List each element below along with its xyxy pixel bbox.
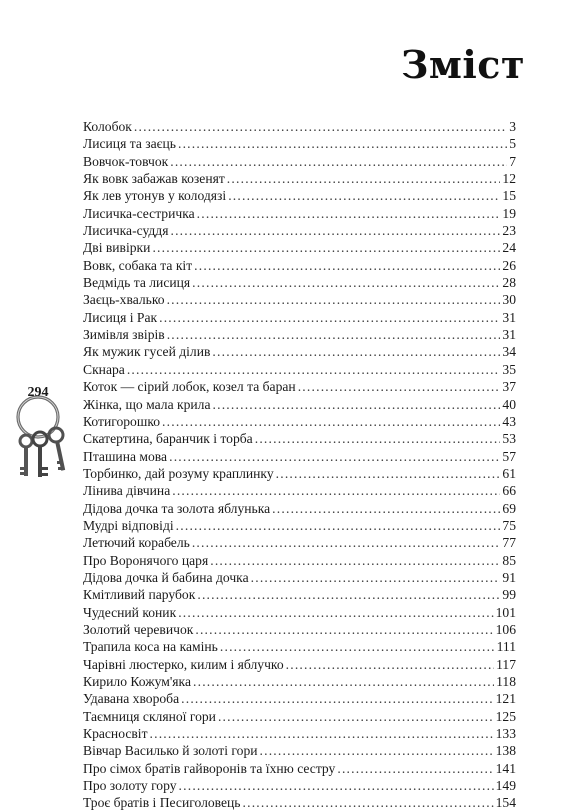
toc-entry — [83, 604, 516, 621]
toc-leader-dots — [162, 413, 500, 430]
toc-entry-title: Таємниця скляної гори — [83, 708, 216, 724]
toc-entry — [83, 638, 516, 655]
toc-entry-page: 66 — [502, 483, 516, 499]
page-number-badge — [12, 381, 124, 491]
toc-leader-dots — [195, 621, 493, 638]
toc-entry-title: Дві вивірки — [83, 240, 151, 256]
toc-entry-page: 118 — [496, 674, 516, 689]
toc-entry — [83, 621, 516, 638]
toc-entry — [83, 465, 516, 482]
toc-entry — [83, 552, 516, 569]
toc-leader-dots — [260, 742, 494, 759]
toc-leader-dots — [286, 656, 494, 673]
toc-leader-dots — [243, 794, 494, 811]
toc-entry — [83, 430, 516, 447]
toc-entry-page: 5 — [509, 136, 516, 152]
toc-entry-page: 37 — [502, 379, 516, 395]
toc-leader-dots — [193, 673, 494, 690]
toc-entry — [83, 656, 516, 673]
toc-leader-dots — [169, 448, 500, 465]
toc-entry-title: Ведмідь та лисиця — [83, 275, 191, 291]
toc-leader-dots — [218, 708, 494, 725]
toc-entry-title: Коток — сірий лобок, козел та баран — [83, 379, 296, 395]
toc-entry — [83, 448, 516, 465]
toc-entry — [83, 760, 516, 777]
toc-entry-page: 69 — [502, 500, 516, 516]
toc-entry-title: Чудесний коник — [83, 604, 177, 620]
toc-entry-page: 111 — [496, 639, 516, 655]
toc-entry — [83, 291, 516, 308]
toc-leader-dots — [228, 187, 500, 204]
toc-entry-title: Кирило Кожум'яка — [83, 674, 191, 689]
toc-entry-page: 40 — [502, 396, 516, 412]
toc-entry-title: Вівчар Василько й золоті гори — [83, 743, 258, 759]
toc-leader-dots — [178, 135, 507, 152]
toc-entry — [83, 378, 516, 395]
toc-entry-title: Вовчок-товчок — [83, 153, 169, 169]
toc-entry-title: Вовк, собака та кіт — [83, 257, 193, 273]
toc-entry-title: Лисичка-суддя — [83, 223, 169, 239]
toc-entry-page: 12 — [502, 171, 516, 187]
toc-entry — [83, 361, 516, 378]
toc-entry-title: Про золоту гору — [83, 778, 177, 794]
toc-entry-page: 99 — [502, 587, 516, 603]
toc-entry-title: Лисичка-сестричка — [83, 205, 195, 221]
toc-entry-page: 15 — [502, 188, 516, 204]
toc-entry-title: Трапила коса на камінь — [83, 639, 218, 655]
toc-entry-page: 57 — [502, 448, 516, 464]
toc-leader-dots — [170, 222, 500, 239]
toc-leader-dots — [176, 517, 501, 534]
toc-leader-dots — [212, 343, 500, 360]
toc-entry — [83, 239, 516, 256]
toc-leader-dots — [167, 326, 501, 343]
toc-leader-dots — [213, 396, 501, 413]
toc-entry-page: 43 — [502, 413, 516, 429]
toc-entry-title: Як лев утонув у колодязі — [83, 188, 227, 204]
toc-leader-dots — [255, 430, 501, 447]
toc-entry — [83, 326, 516, 343]
toc-entry-title: Летючий корабель — [83, 535, 190, 551]
toc-leader-dots — [251, 569, 501, 586]
toc-entry-title: Торбинко, дай розуму краплинку — [83, 465, 274, 481]
toc-entry-page: 85 — [502, 552, 516, 568]
toc-entry — [83, 257, 516, 274]
toc-leader-dots — [159, 309, 500, 326]
toc-entry-title: Про сімох братів гайворонів та їхню сестру — [83, 760, 336, 776]
toc-entry-page: 26 — [502, 257, 516, 273]
toc-entry-page: 7 — [509, 153, 516, 169]
toc-entry — [83, 222, 516, 239]
toc-entry-page: 117 — [496, 656, 516, 672]
toc-entry — [83, 690, 516, 707]
toc-entry-page: 35 — [502, 361, 516, 377]
toc-entry-page: 149 — [495, 778, 516, 794]
toc-leader-dots — [152, 239, 500, 256]
toc-entry — [83, 205, 516, 222]
toc-entry — [83, 500, 516, 517]
toc-entry-title: Мудрі відповіді — [83, 517, 174, 533]
toc-entry-title: Кмітливий парубок — [83, 587, 196, 603]
toc-entry-page: 77 — [502, 535, 516, 551]
toc-entry-page: 53 — [502, 431, 516, 447]
toc-entry-title: Котигорошко — [83, 413, 161, 429]
toc-entry-page: 133 — [495, 726, 516, 742]
toc-entry-title: Жінка, що мала крила — [83, 396, 211, 412]
toc-leader-dots — [178, 604, 493, 621]
toc-entry-title: Лисиця і Рак — [83, 309, 158, 325]
toc-leader-dots — [181, 690, 493, 707]
toc-entry-title: Як вовк забажав козенят — [83, 171, 225, 187]
toc-entry — [83, 742, 516, 759]
toc-entry-title: Про Воронячого царя — [83, 552, 209, 568]
toc-leader-dots — [170, 153, 507, 170]
toc-leader-dots — [194, 257, 500, 274]
toc-leader-dots — [210, 552, 500, 569]
toc-entry-page: 101 — [495, 604, 516, 620]
toc-leader-dots — [197, 586, 500, 603]
toc-entry-page: 121 — [495, 691, 516, 707]
toc-entry-page: 23 — [502, 223, 516, 239]
toc-entry-title: Дідова дочка та золота яблунька — [83, 500, 271, 516]
toc-entry — [83, 309, 516, 326]
toc-entry — [83, 673, 516, 690]
toc-leader-dots — [192, 534, 501, 551]
toc-leader-dots — [127, 361, 501, 378]
page-number: 294 — [27, 385, 49, 400]
toc-entry-title: Золотий черевичок — [83, 621, 194, 637]
toc-entry-title: Скнара — [83, 361, 125, 377]
toc-entry — [83, 534, 516, 551]
toc-entry — [83, 274, 516, 291]
toc-entry — [83, 517, 516, 534]
toc-leader-dots — [298, 378, 501, 395]
toc-entry-page: 91 — [502, 569, 516, 585]
toc-entry — [83, 118, 516, 135]
toc-entry-title: Чарівні люстерко, килим і яблучко — [83, 656, 284, 672]
toc-entry-page: 3 — [509, 119, 516, 134]
toc-entry-title: Пташина мова — [83, 448, 168, 464]
toc-entry-title: Зимівля звірів — [83, 327, 165, 343]
toc-leader-dots — [276, 465, 501, 482]
toc-entry-page: 19 — [502, 205, 516, 221]
toc-entry-page: 61 — [502, 465, 516, 481]
toc-entry — [83, 569, 516, 586]
toc-entry — [83, 794, 516, 811]
toc-entry — [83, 170, 516, 187]
toc-entry-title: Лінива дівчина — [83, 483, 171, 499]
toc-entry — [83, 343, 516, 360]
toc-entry — [83, 153, 516, 170]
toc-entry-page: 30 — [502, 292, 516, 308]
toc-entry — [83, 482, 516, 499]
toc-entry-page: 31 — [502, 327, 516, 343]
toc-leader-dots — [172, 482, 500, 499]
toc-entry-page: 125 — [495, 708, 516, 724]
toc-entry-page: 28 — [502, 275, 516, 291]
page-title: Зміст — [400, 42, 525, 87]
toc-entry-title: Як мужик гусей ділив — [83, 344, 211, 360]
toc-leader-dots — [227, 170, 501, 187]
toc-entry-page: 138 — [495, 743, 516, 759]
toc-entry-title: Удавана хвороба — [83, 691, 180, 707]
toc-entry-page: 31 — [502, 309, 516, 325]
toc-leader-dots — [167, 291, 501, 308]
toc-leader-dots — [337, 760, 493, 777]
toc-entry — [83, 725, 516, 742]
toc-entry — [83, 586, 516, 603]
toc-entry-title: Заєць-хвалько — [83, 292, 165, 308]
toc-entry-title: Скатертина, баранчик і торба — [83, 431, 253, 447]
toc-leader-dots — [272, 500, 500, 517]
toc-entry — [83, 135, 516, 152]
toc-leader-dots — [134, 118, 507, 135]
table-of-contents — [83, 118, 516, 812]
toc-entry — [83, 396, 516, 413]
toc-entry — [83, 777, 516, 794]
toc-leader-dots — [179, 777, 494, 794]
toc-entry-title: Дідова дочка й бабина дочка — [83, 569, 249, 585]
toc-entry-title: Красносвіт — [83, 726, 148, 742]
toc-entry — [83, 187, 516, 204]
toc-leader-dots — [150, 725, 494, 742]
toc-entry-page: 34 — [502, 344, 516, 360]
toc-leader-dots — [220, 638, 495, 655]
toc-entry-page: 75 — [502, 517, 516, 533]
toc-entry-title: Троє братів і Песиголовець — [83, 795, 241, 811]
toc-leader-dots — [197, 205, 501, 222]
toc-entry-title: Колобок — [83, 119, 132, 134]
toc-leader-dots — [192, 274, 500, 291]
toc-entry — [83, 708, 516, 725]
toc-entry-title: Лисиця та заєць — [83, 136, 176, 152]
toc-entry — [83, 413, 516, 430]
toc-entry-page: 24 — [502, 240, 516, 256]
toc-entry-page: 154 — [495, 795, 516, 811]
toc-entry-page: 141 — [495, 760, 516, 776]
toc-entry-page: 106 — [495, 621, 516, 637]
